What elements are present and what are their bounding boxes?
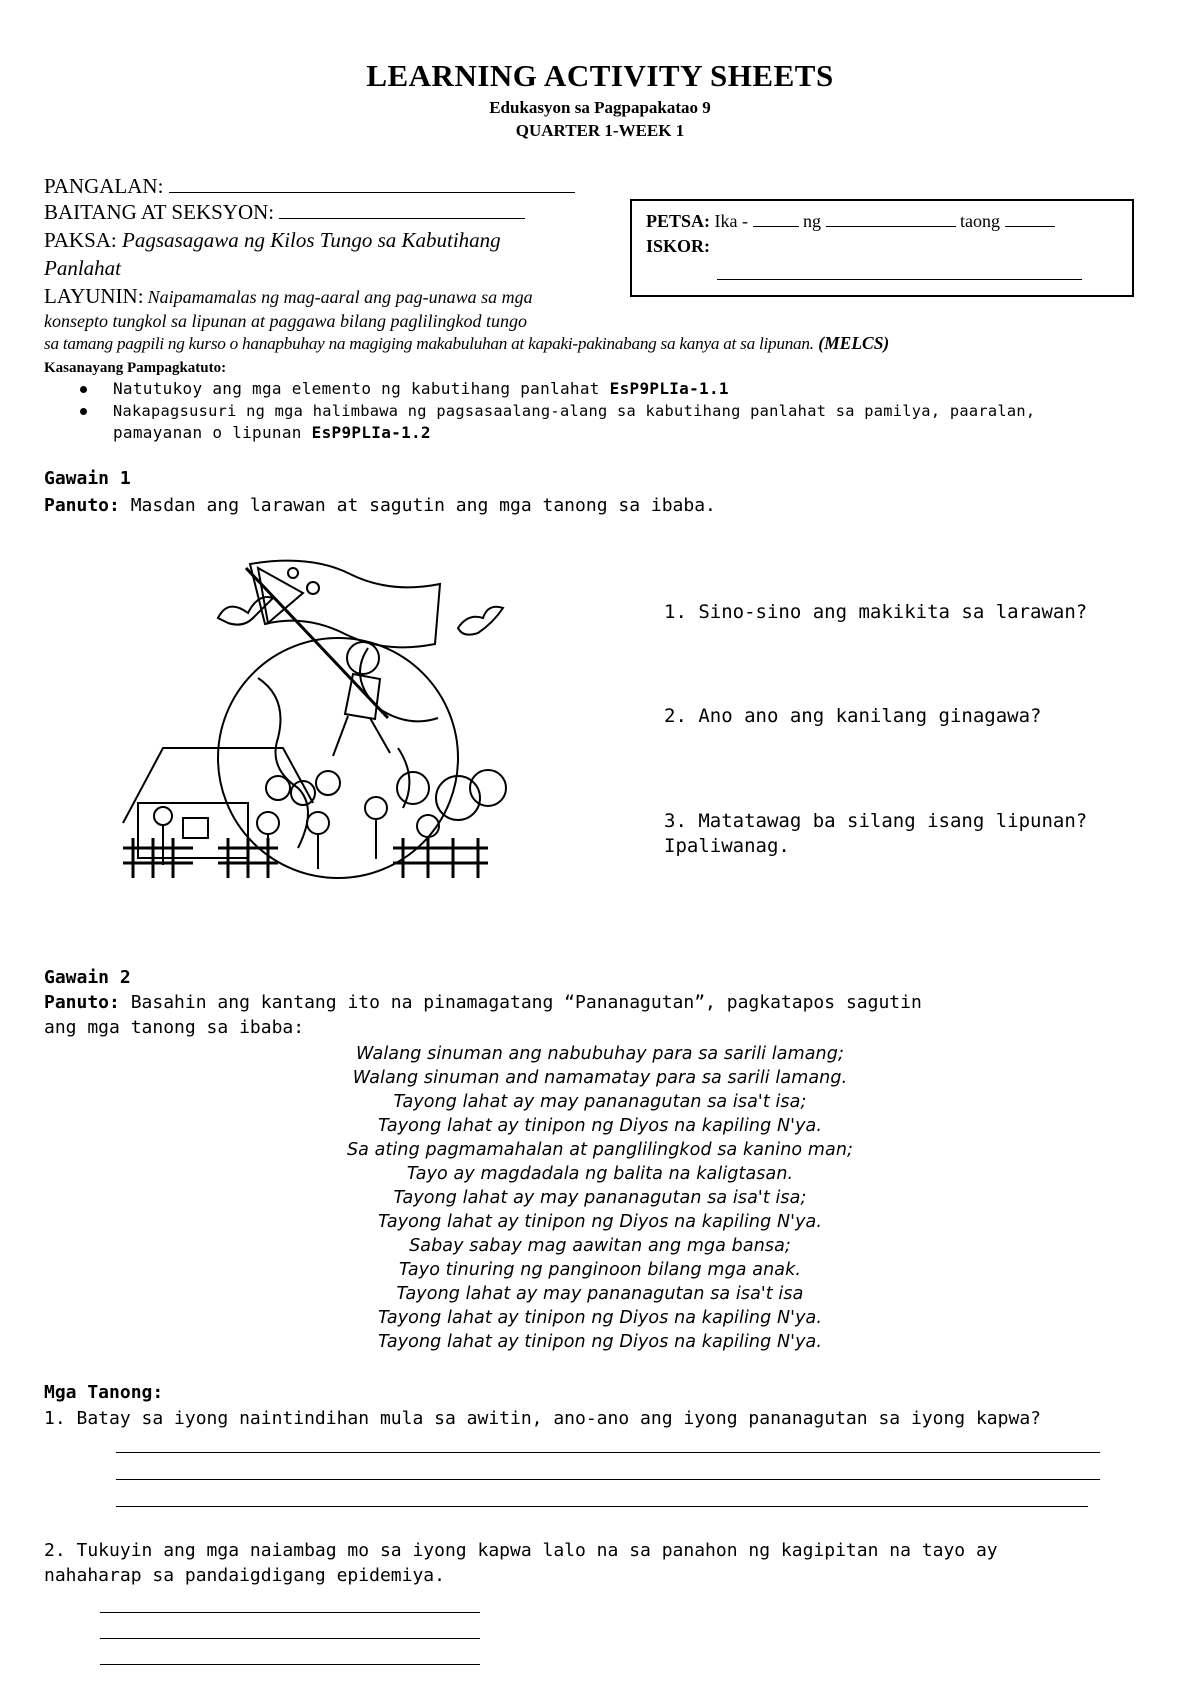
- paksa-label: PAKSA:: [44, 228, 117, 252]
- tanong-question-2-cont: nahaharap sa pandaigdigang epidemiya.: [44, 1565, 445, 1586]
- melcs-tag: (MELCS): [818, 333, 890, 353]
- panuto-label: Panuto:: [44, 992, 120, 1013]
- ika-field[interactable]: [753, 212, 799, 227]
- song-line: Walang sinuman ang nabubuhay para sa sarili lamang;: [356, 1044, 844, 1064]
- fence-right: [393, 838, 488, 878]
- song-line: Tayong lahat ay tinipon ng Diyos na kapiling N'ya.: [377, 1308, 823, 1328]
- petsa-label: PETSA:: [646, 211, 711, 231]
- ng-label: ng: [803, 211, 821, 231]
- kasanayan-item-1-code: EsP9PLIa-1.1: [609, 379, 729, 398]
- panuto-text: Basahin ang kantang ito na pinamagatang “Pananagutan”, pagkatapos sagutin: [130, 992, 922, 1013]
- kasanayan-item-2-cont: [113, 423, 431, 442]
- kasanayan-item-2-code: EsP9PLIa-1.2: [311, 423, 431, 442]
- answer-line[interactable]: [116, 1506, 1088, 1507]
- page-title: LEARNING ACTIVITY SHEETS: [366, 58, 834, 93]
- song-line: Tayo tinuring ng panginoon bilang mga anak.: [398, 1260, 802, 1280]
- iskor-field[interactable]: [717, 279, 1082, 280]
- answer-line[interactable]: [100, 1638, 480, 1639]
- layunin-text-3: sa tamang pagpili ng kurso o hanapbuhay na magiging makabuluhan at kapaki-pakinabang sa kanya at sa lipunan.: [44, 334, 814, 353]
- baitang-row: [44, 200, 525, 225]
- buwan-field[interactable]: [826, 212, 956, 227]
- bullet-icon: [80, 386, 87, 393]
- song-line: Tayong lahat ay may pananagutan sa isa't isa: [396, 1284, 804, 1304]
- petsa-iskor-box: [630, 199, 1134, 297]
- ika-label: Ika -: [714, 211, 748, 231]
- layunin-row-3: [44, 333, 1164, 354]
- song-line: Tayong lahat ay tinipon ng Diyos na kapiling N'ya.: [377, 1332, 823, 1352]
- baitang-field[interactable]: [279, 200, 525, 219]
- paksa-value-cont: Panlahat: [44, 256, 121, 280]
- kasanayan-item-2: [80, 402, 1035, 420]
- song-line: Tayong lahat ay tinipon ng Diyos na kapiling N'ya.: [377, 1212, 823, 1232]
- tanong-question-2: 2. Tukuyin ang mga naiambag mo sa iyong kapwa lalo na sa panahon ng kagipitan na tayo ay: [44, 1540, 998, 1561]
- gawain-1-heading: Gawain 1: [44, 468, 131, 489]
- gawain-2-panuto: [44, 992, 922, 1013]
- panuto-label: Panuto:: [44, 495, 120, 516]
- petsa-row: [646, 211, 1055, 232]
- answer-line[interactable]: [116, 1479, 1100, 1480]
- answer-line[interactable]: [116, 1452, 1100, 1453]
- kasanayan-item-2-text: Nakapagsusuri ng mga halimbawa ng pagsasaalang-alang sa kabutihang panlahat sa pamilya, paaralan,: [113, 402, 1036, 420]
- subject-subtitle: Edukasyon sa Pagpapakatao 9: [489, 98, 711, 117]
- tanong-heading: Mga Tanong:: [44, 1382, 164, 1403]
- pangalan-row: [44, 174, 575, 199]
- song-line: Tayong lahat ay may pananagutan sa isa't isa;: [393, 1092, 807, 1112]
- gawain-1-question-3: 3. Matatawag ba silang isang lipunan?: [664, 810, 1088, 832]
- song-line: Tayong lahat ay may pananagutan sa isa't isa;: [393, 1188, 807, 1208]
- panuto-text: Masdan ang larawan at sagutin ang mga tanong sa ibaba.: [130, 495, 716, 516]
- gawain-2-panuto-cont: ang mga tanong sa ibaba:: [44, 1017, 305, 1038]
- layunin-text-2: konsepto tungkol sa lipunan at paggawa bilang paglilingkod tungo: [44, 311, 527, 331]
- gawain-1-question-1: 1. Sino-sino ang makikita sa larawan?: [664, 601, 1088, 623]
- gawain-1-panuto: [44, 495, 716, 516]
- bullet-icon: [80, 408, 87, 415]
- kasanayan-heading: Kasanayang Pampagkatuto:: [44, 360, 227, 376]
- gawain-1-question-3-cont: Ipaliwanag.: [664, 835, 790, 857]
- song-line: Sa ating pagmamahalan at panglilingkod sa kanino man;: [346, 1140, 854, 1160]
- dove-right-icon: [458, 607, 503, 635]
- song-line: Walang sinuman and namamatay para sa sarili lamang.: [352, 1068, 848, 1088]
- gawain-2-heading: Gawain 2: [44, 967, 131, 988]
- layunin-label: LAYUNIN:: [44, 284, 144, 308]
- answer-line[interactable]: [100, 1664, 480, 1665]
- answer-line[interactable]: [100, 1612, 480, 1613]
- globe-icon: [218, 638, 458, 878]
- paksa-value: Pagsasagawa ng Kilos Tungo sa Kabutihang: [122, 228, 501, 252]
- taon-field[interactable]: [1005, 212, 1055, 227]
- baitang-label: BAITANG AT SEKSYON:: [44, 200, 275, 224]
- pangalan-field[interactable]: [169, 174, 575, 193]
- tanong-question-1: 1. Batay sa iyong naintindihan mula sa awitin, ano-ano ang iyong pananagutan sa iyong kapwa?: [44, 1408, 1041, 1429]
- iskor-label: ISKOR:: [646, 236, 711, 256]
- pangalan-label: PANGALAN:: [44, 174, 164, 198]
- song-line: Sabay sabay mag aawitan ang mga bansa;: [409, 1236, 791, 1256]
- layunin-text-1: Naipamamalas ng mag-aaral ang pag-unawa sa mga: [147, 287, 533, 307]
- song-line: Tayong lahat ay tinipon ng Diyos na kapiling N'ya.: [377, 1116, 823, 1136]
- society-illustration: [108, 548, 528, 918]
- paksa-row: [44, 228, 604, 253]
- layunin-row: [44, 284, 533, 309]
- gawain-1-question-2: 2. Ano ano ang kanilang ginagawa?: [664, 705, 1042, 727]
- kasanayan-item-1: [80, 379, 729, 398]
- kasanayan-item-2-text-2: pamayanan o lipunan: [113, 423, 302, 442]
- quarter-subtitle: QUARTER 1-WEEK 1: [515, 121, 685, 140]
- boy-body: [345, 674, 380, 719]
- kasanayan-item-1-text: Natutukoy ang mga elemento ng kabutihang panlahat: [113, 379, 600, 398]
- taong-label: taong: [960, 211, 1000, 231]
- song-line: Tayo ay magdadala ng balita na kaligtasan.: [406, 1164, 794, 1184]
